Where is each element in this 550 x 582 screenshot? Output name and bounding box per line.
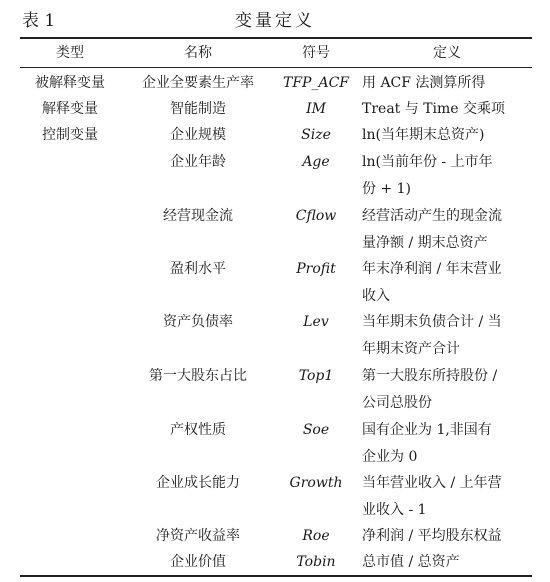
definition-line: 第一大股东所持股份 / <box>362 368 498 384</box>
definition-line: 份 + 1) <box>362 181 411 197</box>
cell-definition <box>362 70 532 97</box>
cell-name: 企业价值 <box>170 554 226 570</box>
definition-line: 企业为 0 <box>362 449 418 465</box>
cell-type: 控制变量 <box>42 127 98 143</box>
cell-type: 被解释变量 <box>35 75 105 91</box>
cell-definition <box>362 417 532 471</box>
cell-definition <box>362 549 532 576</box>
cell-name: 企业成长能力 <box>156 475 240 491</box>
cell-name: 第一大股东占比 <box>149 368 247 384</box>
cell-symbol: Age <box>302 154 330 170</box>
cell-name: 净资产收益率 <box>156 528 240 544</box>
cell-name: 智能制造 <box>170 101 226 117</box>
definition-line: Treat 与 Time 交乘项 <box>362 101 506 117</box>
cell-definition <box>362 149 532 203</box>
definition-line: 国有企业为 1,非国有 <box>362 422 492 438</box>
table-title: 变量定义 <box>235 11 315 31</box>
cell-definition <box>362 96 532 123</box>
definition-line: 净利润 / 平均股东权益 <box>362 528 502 544</box>
cell-symbol: Size <box>301 127 331 143</box>
cell-symbol: Cflow <box>295 208 337 224</box>
cell-definition <box>362 256 532 310</box>
bottom-rule <box>20 575 532 577</box>
cell-name: 企业规模 <box>170 127 226 143</box>
cell-symbol: Lev <box>303 314 329 330</box>
cell-symbol: Tobin <box>296 554 336 570</box>
cell-name: 经营现金流 <box>163 208 233 224</box>
definition-line: 用 ACF 法测算所得 <box>362 75 486 91</box>
definition-line: 年末净利润 / 年末营业 <box>362 261 502 277</box>
cell-definition <box>362 122 532 149</box>
definition-line: 收入 <box>362 288 390 304</box>
definition-line: 公司总股份 <box>362 395 432 411</box>
definition-line: 量净额 / 期末总资产 <box>362 235 488 251</box>
cell-definition <box>362 363 532 417</box>
header-definition: 定义 <box>433 45 461 61</box>
definition-line: 经营活动产生的现金流 <box>362 208 502 224</box>
cell-symbol: Growth <box>289 475 343 491</box>
definition-line: 当年期末负债合计 / 当 <box>362 314 502 330</box>
cell-symbol: Top1 <box>298 368 334 384</box>
cell-name: 盈利水平 <box>170 261 226 277</box>
header-name: 名称 <box>184 45 212 61</box>
definition-line: ln(当年期末总资产) <box>362 127 485 143</box>
definition-line: 当年营业收入 / 上年营 <box>362 475 502 491</box>
top-rule <box>20 37 532 39</box>
cell-definition <box>362 470 532 524</box>
definition-line: 业收入 - 1 <box>362 502 427 518</box>
table-number: 表 1 <box>22 11 56 31</box>
cell-name: 企业全要素生产率 <box>142 75 254 91</box>
cell-symbol: Roe <box>302 528 330 544</box>
header-symbol: 符号 <box>302 45 330 61</box>
cell-name: 企业年龄 <box>170 154 226 170</box>
cell-name: 资产负债率 <box>163 314 233 330</box>
definition-line: ln(当前年份 - 上市年 <box>362 154 493 170</box>
cell-definition <box>362 523 532 550</box>
header-type: 类型 <box>56 45 84 61</box>
cell-definition <box>362 203 532 257</box>
cell-symbol: Soe <box>302 422 330 438</box>
definition-line: 总市值 / 总资产 <box>362 554 460 570</box>
cell-symbol: IM <box>306 101 326 117</box>
header-rule <box>20 67 532 68</box>
cell-symbol: TFP_ACF <box>282 75 349 91</box>
cell-type: 解释变量 <box>42 101 98 117</box>
cell-name: 产权性质 <box>170 422 226 438</box>
cell-symbol: Profit <box>296 261 336 277</box>
definition-line: 年期末资产合计 <box>362 341 460 357</box>
cell-definition <box>362 309 532 363</box>
